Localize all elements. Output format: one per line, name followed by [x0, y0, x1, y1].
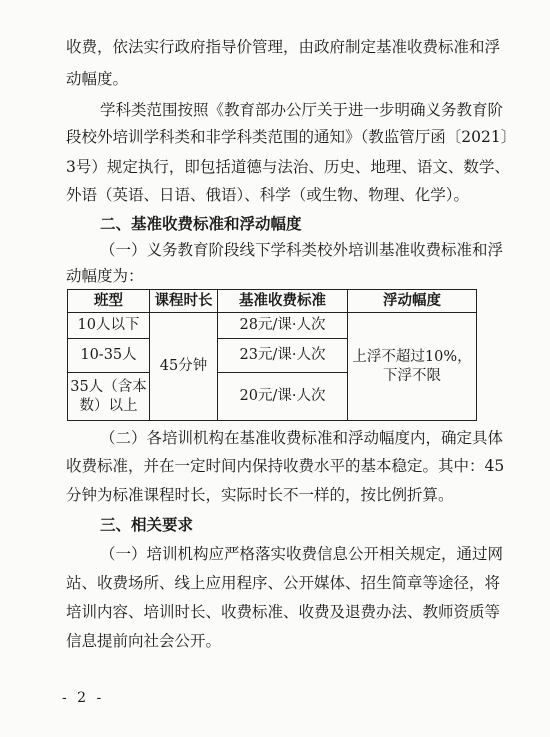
fee-cell: 20元/课·人次	[218, 373, 348, 421]
text-line: 站、收费场所、线上应用程序、公开媒体、招生简章等途径，将	[66, 574, 501, 592]
header-base-fee: 基准收费标准	[218, 290, 348, 313]
class-type-cell: 10-35人	[68, 339, 150, 373]
header-class-type: 班型	[68, 290, 150, 313]
table-row	[68, 313, 477, 339]
page-number: - 2 -	[62, 690, 105, 706]
text-line: 分钟为标准课程时长，实际时长不一样的，按比例折算。	[66, 486, 454, 504]
float-upper: 上浮不超过10%，	[352, 348, 472, 365]
text-line: （一）培训机构应严格落实收费信息公开相关规定，通过网	[100, 545, 504, 563]
fee-table	[67, 289, 477, 421]
text-line: 动幅度为：	[66, 267, 144, 285]
text-line: 收费，依法实行政府指导价管理，由政府制定基准收费标准和浮	[66, 38, 501, 56]
text-line: 3号）规定执行，即包括道德与法治、历史、地理、语文、数学、	[66, 158, 510, 176]
float-range-cell	[348, 313, 477, 421]
section-heading: 三、相关要求	[100, 516, 194, 534]
class-type-line: 35人（含本	[70, 378, 147, 395]
duration-cell: 45分钟	[150, 313, 218, 421]
header-float-range: 浮动幅度	[348, 290, 477, 313]
text-line: 段校外培训学科类和非学科类范围的通知》（教监管厅函〔2021〕	[66, 128, 517, 146]
class-type-line: 数）以上	[79, 397, 138, 414]
text-line: 学科类范围按照《教育部办公厅关于进一步明确义务教育阶	[100, 101, 504, 119]
text-line: 培训内容、培训时长、收费标准、收费及退费办法、教师资质等	[66, 603, 501, 621]
text-line: （一）义务教育阶段线下学科类校外培训基准收费标准和浮	[100, 241, 504, 259]
text-line: （二）各培训机构在基准收费标准和浮动幅度内，确定具体	[100, 429, 504, 447]
text-line: 外语（英语、日语、俄语）、科学（或生物、物理、化学）。	[66, 186, 470, 204]
text-line: 信息提前向社会公开。	[66, 632, 222, 650]
text-line: 收费标准，并在一定时间内保持收费水平的基本稳定。其中：45	[66, 457, 505, 475]
fee-cell: 23元/课·人次	[218, 339, 348, 373]
class-type-cell	[68, 373, 150, 421]
table-header-row	[68, 290, 477, 313]
header-duration: 课程时长	[150, 290, 218, 313]
fee-cell: 28元/课·人次	[218, 313, 348, 339]
class-type-cell: 10人以下	[68, 313, 150, 339]
text-line: 动幅度。	[66, 70, 129, 88]
float-lower: 下浮不限	[383, 367, 441, 384]
section-heading: 二、基准收费标准和浮动幅度	[100, 215, 302, 233]
